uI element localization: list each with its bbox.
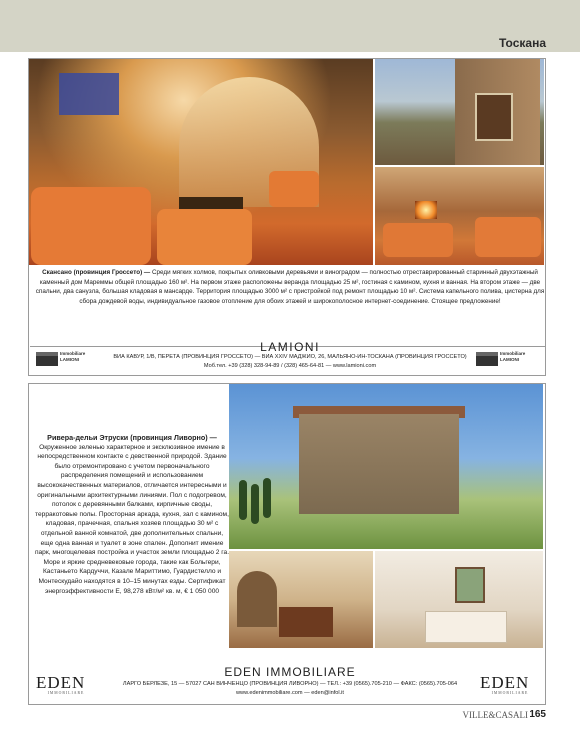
eden-logo-left: EDEN IMMOBILIARE [36, 673, 86, 695]
eden-logo-right: EDEN IMMOBILIARE [480, 673, 530, 695]
agency-2-contact: www.edenimmobiliare.com — eden@infol.it [236, 690, 344, 696]
listing-2-text: Окруженное зеленью характерное и эксклюзивное имение в непосредственном контакте с девственной природой. Здание было отремонтировано с учетом первоначального распределения помещений и использованием высококачественных материалов, отличается интересными и оригинальными архитектурными линиями. Пол с подогревом, потолок с деревянными балками, кирпичные своды, терракотовые полы. Просторная аркада, кухня, зал с камином, кладовая, прачечная, спальня хозяев площадью 30 м² с отдельной ванной комнатой, две дополнительных спальни, еще одна ванная и туалет в зоне спален. Дополнит имение парк, многоцелевая постройка и участок земли площадью 2 га. Море и яркие средневековые города, такие как Больгери, Кастаньето Кардуччи, Казале Мариттимо, Гуардистелло и Монтескудайо находятся в 10–15 минутах езды. Сертификат энергоэффективности Е, 98,278 кВт/м² кв. м, € 1 050 000 [34, 443, 230, 595]
lamioni-logo-left: Immobiliare LAMIONI [36, 348, 94, 368]
photo-exterior-path [375, 59, 544, 165]
listing-1-text: Среди мягких холмов, покрытых оливковыми деревьями и виноградом — полностью отреставрированный старинный двухэтажный каменный дом Мареммы общей площадью 160 м². На первом этаже расположены веранда площадью 25 м², гостиная с камином, кухня и ванная. На втором этаже — две спальни, два санузла, большая кладовая в мансарде. Территория площадью 3000 м² с пристройкой под ремонт площадью 10 м². Система капельного полива, цистерна для сбора дождевой воды, индивидуальное газовое отопление для обоих этажей и широкополосное интернет-соединение. Стоящее предложение! [35, 269, 545, 305]
photo-bedroom [375, 551, 543, 648]
section-title: Тоскана [498, 36, 546, 50]
listing-1-title: Скансано (провинция Гроссето) — [42, 269, 151, 276]
listing-2-description [34, 433, 230, 596]
photo-interior-living-room [29, 59, 373, 265]
listing-1-caption [34, 268, 546, 306]
photo-stone-farmhouse [229, 384, 543, 549]
listing-2-title: Ривера-дельи Этруски (провинция Ливорно) — [47, 433, 217, 442]
photo-living-room-fireplace [375, 167, 544, 265]
agency-1-address: ВИА КАВУР, 1/В, ПЕРЕТА (ПРОВИНЦИЯ ГРОССЕТО) — ВИА ХХIV МАДЖИО, 26, МАЛЬЯНО-ИН-ТОСКАНА (ПРОВИНЦИЯ ГРОССЕТО) [113, 354, 467, 360]
header-band [0, 0, 580, 52]
agency-2-name: EDEN IMMOBILIARE [224, 665, 356, 679]
agency-1-name: LAMIONI [260, 340, 320, 354]
agency-1-contact: Моб.тел. +39 (328) 328-94-89 / (328) 465-64-81 — www.lamioni.com [203, 363, 377, 369]
lamioni-logo-right: Immobiliare LAMIONI [476, 348, 534, 368]
page-number: 165 [529, 709, 546, 720]
footer-brand: VILLE&CASALI [462, 710, 528, 720]
photo-dining-room [229, 551, 373, 648]
agency-2-address: ЛАРГО БЕРЛЕЗЕ, 15 — 57027 САН ВИНЧЕНЦО (ПРОВИНЦИЯ ЛИВОРНО) — ТЕЛ.: +39 (0565).705-210 — ФАКС: (0565).705-064 [122, 681, 458, 687]
